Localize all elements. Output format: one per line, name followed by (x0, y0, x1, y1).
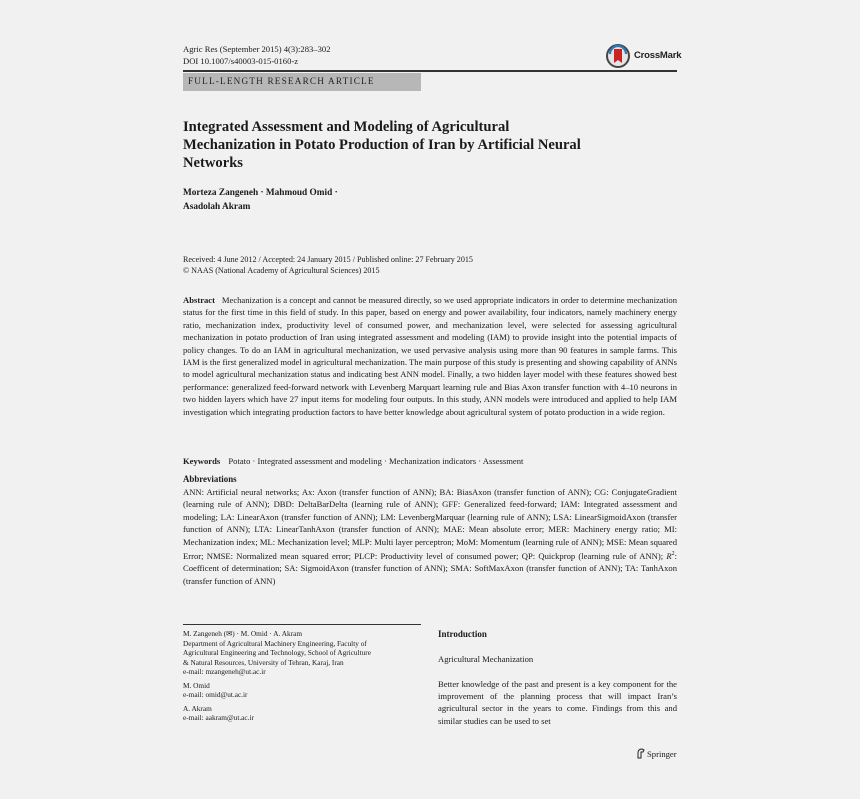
publisher-logo (636, 748, 677, 759)
header-rule (183, 70, 677, 72)
authors-line: Morteza Zangeneh · Mahmoud Omid · (183, 188, 338, 198)
email-link[interactable]: e-mail: omid@ut.ac.ir (183, 690, 248, 699)
affiliation-line: Department of Agricultural Machinery Engineering, Faculty of (183, 638, 367, 648)
springer-horse-icon (636, 748, 645, 759)
email-link[interactable]: e-mail: aakram@ut.ac.ir (183, 713, 254, 722)
abstract-section (183, 294, 677, 418)
footnote-rule (183, 624, 421, 625)
abstract-label: Abstract (183, 295, 215, 305)
crossmark-icon (605, 42, 631, 70)
affiliation-line: A. Akram (183, 703, 212, 713)
article-type-banner (183, 73, 421, 91)
publication-history (183, 255, 473, 276)
crossmark-label: CrossMark (634, 50, 682, 61)
copyright-line: © NAAS (National Academy of Agricultural Sciences) 2015 (183, 265, 380, 275)
affiliation-line: M. Zangeneh (✉) · M. Omid · A. Akram (183, 629, 302, 638)
introduction-body: Better knowledge of the past and present is a key component for the improvement of the planning process that will impact Iran’s agricultural sector in the years to come. Findings from this and similar studies can be used to set (438, 679, 677, 726)
title-line: Mechanization in Potato Production of Iran by Artificial Neural (183, 137, 581, 153)
doi-line[interactable]: DOI 10.1007/s40003-015-0160-z (183, 56, 299, 66)
affiliation-line: M. Omid (183, 680, 210, 690)
journal-citation: Agric Res (September 2015) 4(3):283–302 (183, 44, 331, 54)
keywords-section (183, 455, 677, 467)
keywords-text: Potato · Integrated assessment and modeling · Mechanization indicators · Assessment (228, 456, 524, 466)
article-type-label: FULL-LENGTH RESEARCH ARTICLE (188, 76, 375, 86)
article-title (183, 118, 663, 172)
crossmark-badge[interactable] (605, 42, 685, 72)
email-link[interactable]: e-mail: mzangeneh@ut.ac.ir (183, 667, 266, 676)
author-list (183, 187, 338, 214)
history-dates: Received: 4 June 2012 / Accepted: 24 January 2015 / Published online: 27 February 2015 (183, 255, 473, 264)
publisher-name: Springer (647, 749, 677, 759)
keywords-label: Keywords (183, 456, 221, 466)
authors-line: Asadolah Akram (183, 201, 251, 212)
affiliation-line: & Natural Resources, University of Tehran, Karaj, Iran (183, 657, 344, 667)
introduction-subheading: Agricultural Mechanization (438, 654, 534, 664)
abbreviations-heading: Abbreviations (183, 474, 237, 484)
affiliation-line: Agricultural Engineering and Technology, School of Agriculture (183, 648, 371, 657)
abstract-text: Mechanization is a concept and cannot be measured directly, so we used appropriate indicators in order to determine mechanization status for the first time in this field of study. In this paper, based on energy and power availability, four indicators, namely machinery energy ratio, mechanization index, productivity level of consumed power, and mechanization level, were selected for assessing agricultural mechanization in potato production of Iran using integrated assessment and modeling (IAM) to provide insight into the potential impacts of policy changes. To do an IAM in agricultural mechanization, we used pervasive analysis using more than 90 features in sample farms. This IAM is the first generalized model in agricultural mechanization. The main purpose of this study is presenting and showing capability of ANNs to model agricultural mechanization status and indicating best ANN model. Finally, a two hidden layer model with these features showed best performance: generalized feed-forward network with Levenberg Marquart learning rule and Bias Axon transfer function with 4–10 neurons in two hidden layers which have 27 input items for modeling four outputs. In this study, ANN models were introduced and applied to help IAM investigation which integrating production factors to have better knowledge about agricultural system of potato production in a wide region. (183, 295, 677, 417)
introduction-heading: Introduction (438, 629, 487, 639)
abbreviations-text: ANN: Artificial neural networks; Ax: Axon (transfer function of ANN); BA: BiasAxon (transfer function of ANN); CG: ConjugateGradient (learning rule of ANN); DBD: DeltaBarDelta (learning rule of ANN); GFF: Generalized feed-forward; IAM: Integrated assessment and modeling; LA: LinearAxon (transfer function of ANN); LM: LevenbergMarquar (learning rule of ANN); LSA: LinearSigmoidAxon (transfer function of ANN); LTA: LinearTanhAxon (transfer function of ANN); MAE: Mean absolute error; MER: Machinery energy ratio; MI: Mechanization index; ML: Mechanization level; MLP: Multi layer perceptron; MoM: Momentum (learning rule of ANN); MSE: Mean squared Error; NMSE: Normalized mean squared error; PLCP: Productivity level of consumed power; QP: Quickprop (learning rule of ANN); $R^2$: Coefficent of determination; SA: SigmoidAxon (transfer function of ANN); SMA: SoftMaxAxon (transfer function of ANN); TA: TanhAxon (transfer function of ANN) (183, 487, 677, 586)
title-line: Integrated Assessment and Modeling of Agricultural (183, 119, 510, 135)
author-affiliations (183, 629, 421, 723)
title-line: Networks (183, 155, 243, 171)
